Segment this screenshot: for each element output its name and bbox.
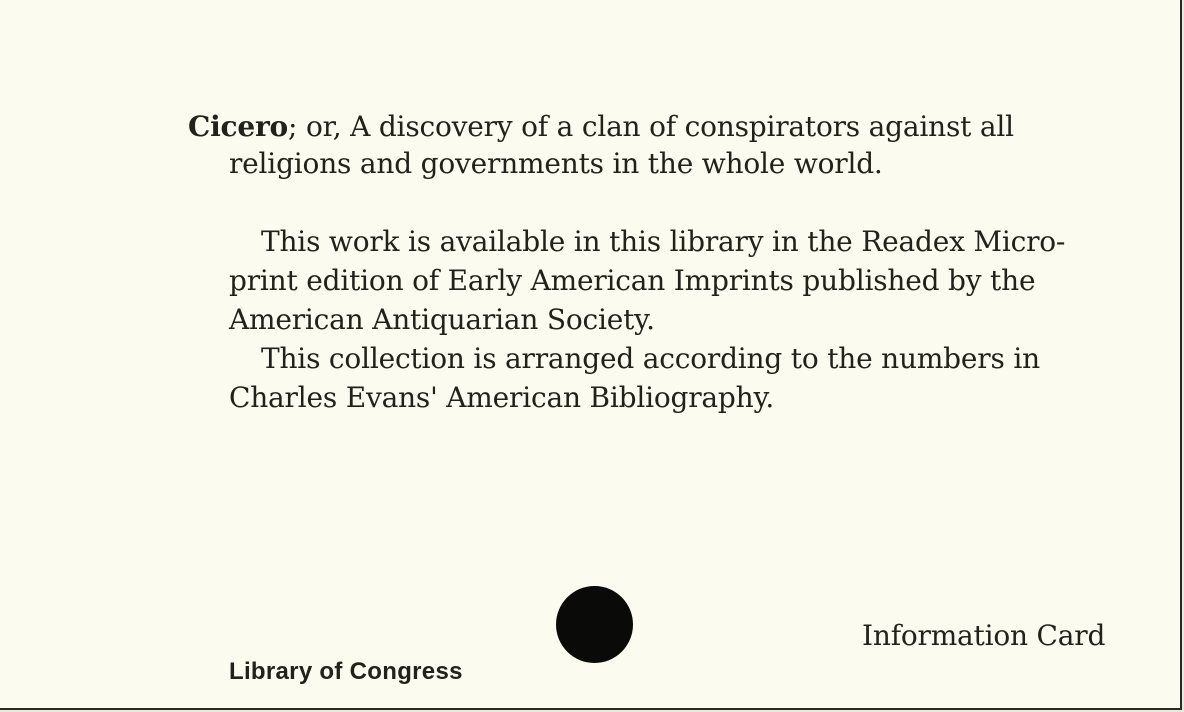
card-type-label: Information Card [862,619,1106,652]
availability-note [229,222,1149,339]
title-heading: Cicero [188,110,289,143]
title-line-1 [188,108,1148,145]
availability-note-line: print edition of Early American Imprints published by the [229,264,1036,297]
title-line-2: religions and governments in the whole world. [229,147,883,180]
title-entry [188,108,1148,182]
arrangement-note [229,339,1149,417]
availability-note-line: This work is available in this library in the Readex Micro- [261,225,1066,258]
issuer-label: Library of Congress [229,658,463,685]
arrangement-note-line: This collection is arranged according to the numbers in [261,342,1040,375]
title-rest: ; or, A discovery of a clan of conspirators against all [288,110,1014,143]
availability-note-line: American Antiquarian Society. [229,303,655,336]
punch-hole [556,586,633,663]
arrangement-note-line: Charles Evans' American Bibliography. [229,381,775,414]
